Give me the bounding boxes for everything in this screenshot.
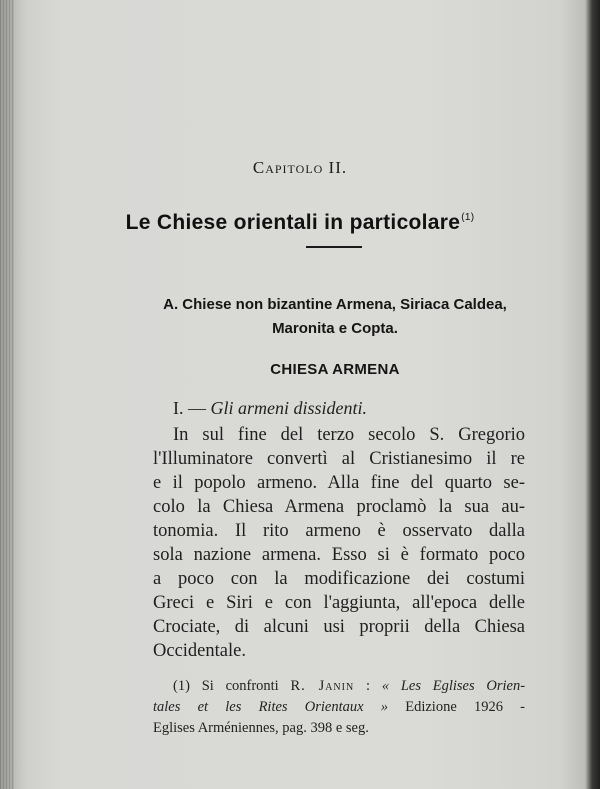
subsection-heading [173, 398, 367, 419]
footnote-line-1 [153, 676, 525, 697]
footnote-work-title-end: tales et les Rites Orientaux » [153, 699, 389, 715]
body-paragraph [153, 423, 525, 663]
footnote [153, 676, 525, 739]
subsection-title: Gli armeni dissidenti. [210, 398, 367, 418]
footnote-edition: Edizione 1926 - [405, 699, 525, 715]
footnote-lead: Si confronti [201, 678, 279, 694]
footnote-work-title-start: « Les Eglises Orien- [381, 678, 526, 694]
title-divider [306, 246, 362, 248]
subsection-number: I. — [173, 398, 206, 418]
footnote-separator: : [366, 678, 371, 694]
chapter-title [0, 211, 600, 235]
chapter-heading: Capitolo II. [252, 158, 348, 177]
section-heading [0, 293, 600, 341]
body-line: e il popolo armeno. Alla fine del quarto se- [153, 473, 525, 493]
body-line: sola nazione armena. Esso si è formato poco [153, 545, 525, 565]
body-line: colo la Chiesa Armena proclamò la sua au- [153, 497, 525, 517]
section-heading-line-1: A. Chiese non bizantine Armena, Siriaca Caldea, [163, 296, 507, 313]
body-line: In sul fine del terzo secolo S. Gregorio [173, 425, 525, 445]
page-gutter [0, 0, 14, 789]
section-heading-line-2: Maronita e Copta. [272, 320, 398, 337]
footnote-line-3: Eglises Arméniennes, pag. 398 e seg. [153, 720, 369, 736]
body-line: Greci e Siri e con l'aggiunta, all'epoca delle [153, 593, 525, 613]
body-line: l'Illuminatore convertì al Cristianesimo il re [153, 449, 525, 469]
footnote-reference: (1) [461, 212, 475, 223]
body-line: tonomia. Il rito armeno è osservato dalla [153, 521, 525, 541]
body-line: Occidentale. [153, 641, 246, 661]
footnote-author: R. Janin [290, 678, 355, 694]
church-heading: CHIESA ARMENA [270, 361, 400, 378]
body-line: Crociate, di alcuni usi proprii della Chiesa [153, 617, 525, 637]
footnote-marker: (1) [173, 678, 190, 694]
chapter-title-text: Le Chiese orientali in particolare [125, 211, 461, 234]
body-line: a poco con la modificazione dei costumi [153, 569, 525, 589]
footnote-line-2 [153, 697, 525, 718]
